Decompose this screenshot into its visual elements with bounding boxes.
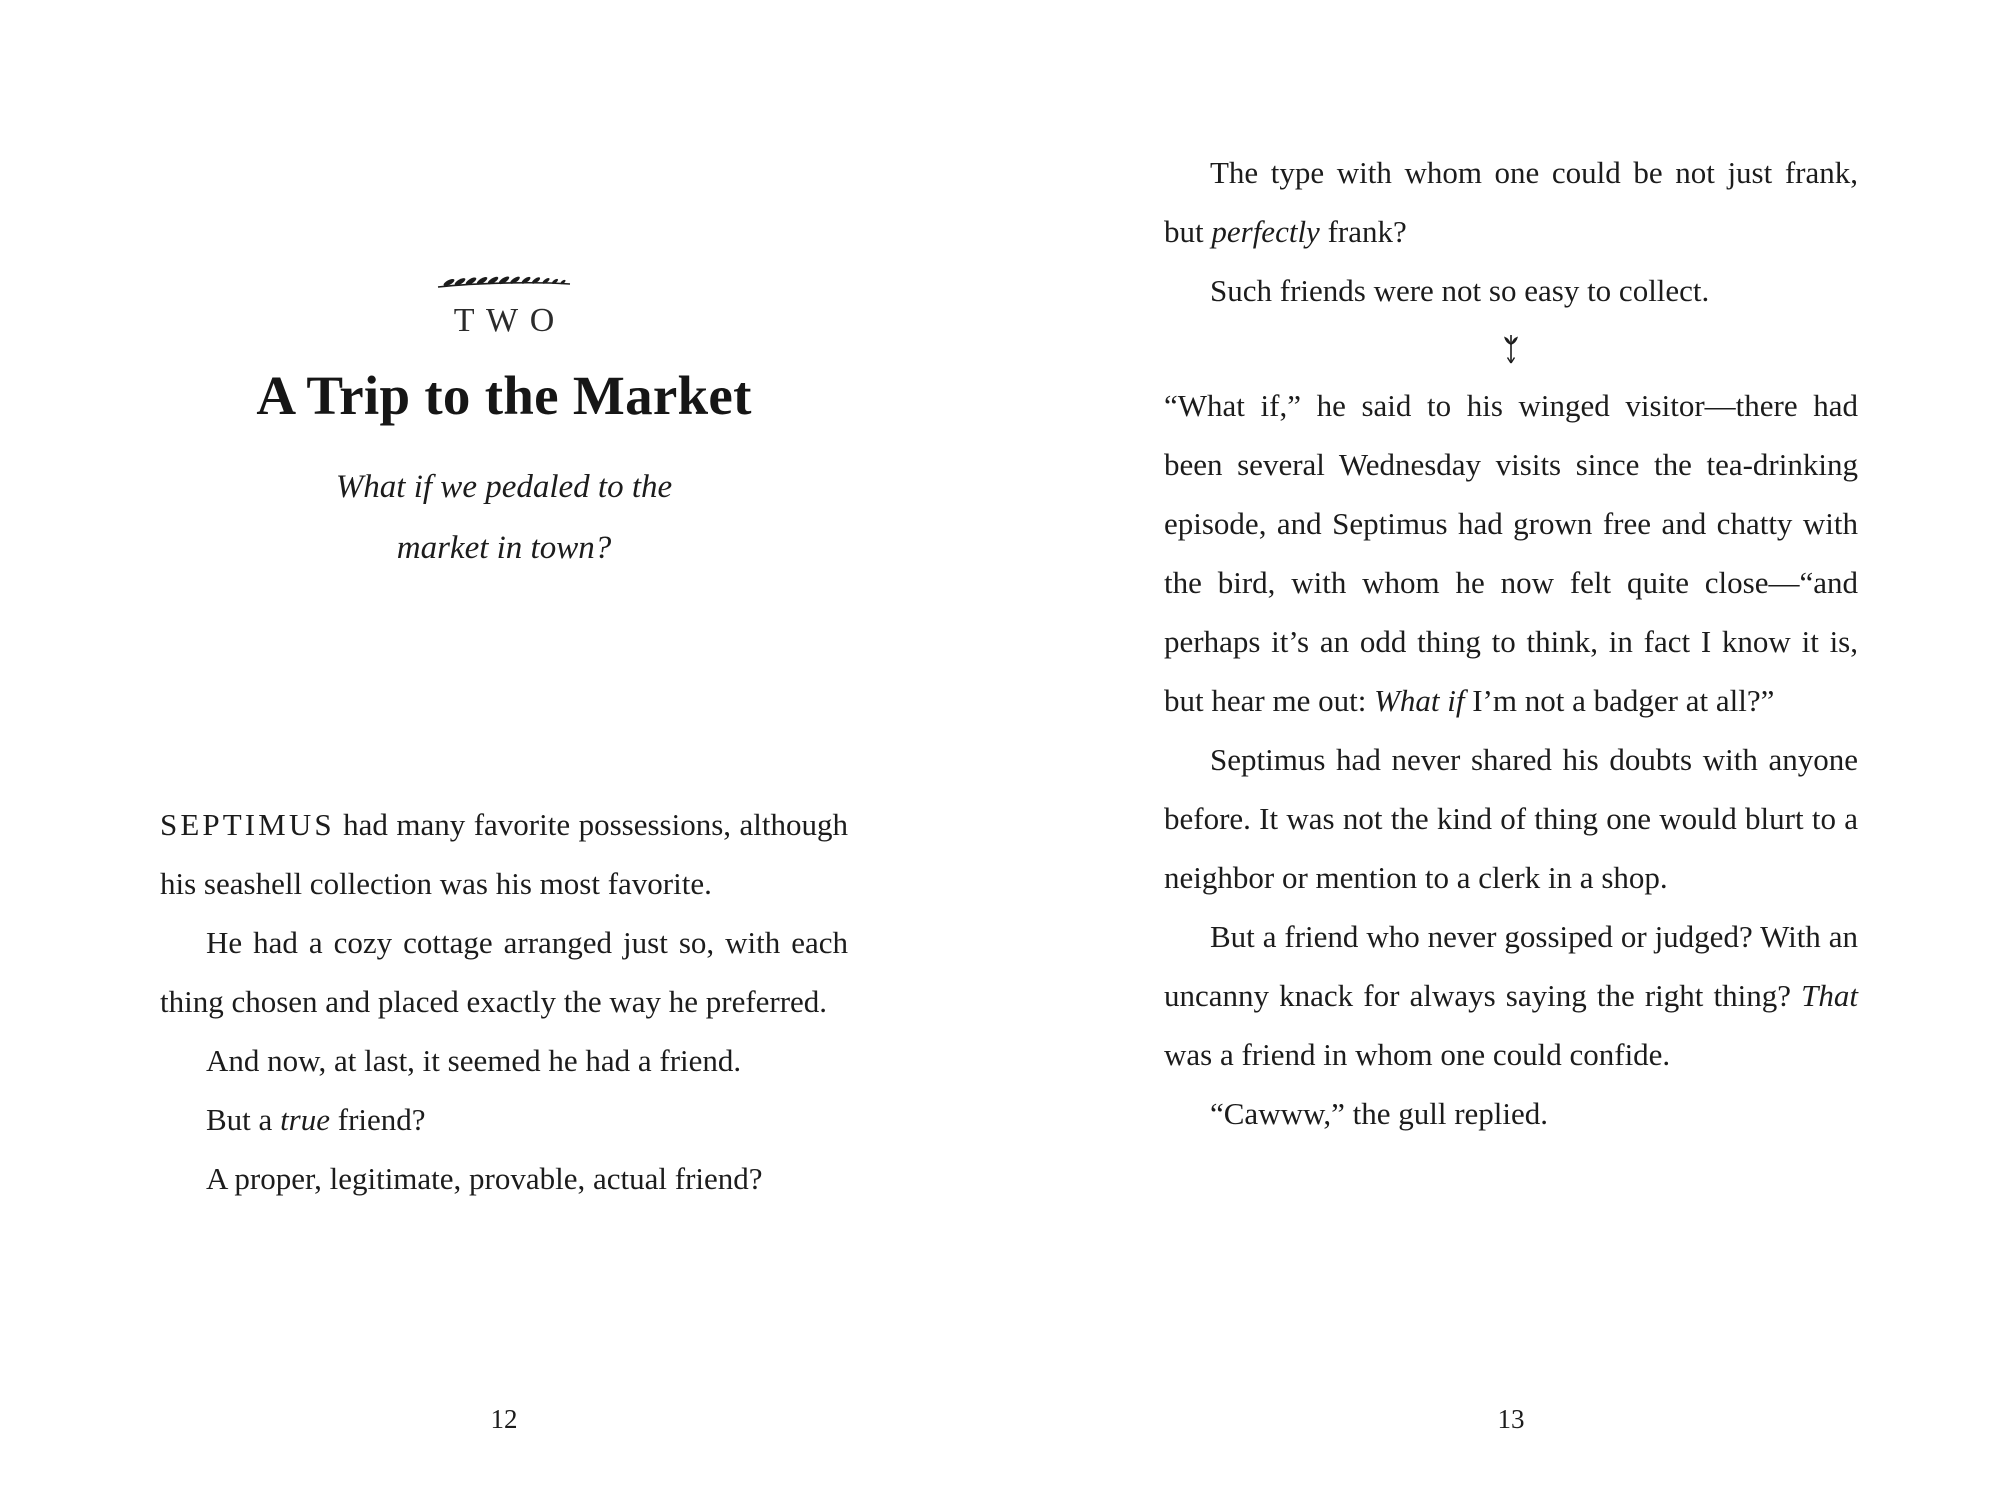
text-run-italic: true bbox=[280, 1102, 330, 1137]
text-run: But a friend who never gossiped or judged? With an uncanny knack for always saying the right thing? bbox=[1164, 919, 1858, 1013]
paragraph bbox=[1164, 376, 1858, 730]
paragraph bbox=[1164, 143, 1858, 261]
paragraph bbox=[160, 913, 848, 1031]
sprig-ornament-icon bbox=[1164, 332, 1858, 366]
paragraph bbox=[160, 1090, 848, 1149]
paragraph bbox=[160, 1149, 848, 1208]
right-page-body bbox=[1164, 143, 1858, 1143]
text-run: And now, at last, it seemed he had a friend. bbox=[206, 1043, 742, 1078]
text-run: He had a cozy cottage arranged just so, with each thing chosen and placed exactly the way he preferred. bbox=[160, 925, 848, 1019]
text-run: Septimus had never shared his doubts with anyone before. It was not the kind of thing one would blurt to a neighbor or mention to a clerk in a shop. bbox=[1164, 742, 1858, 895]
text-run: But a bbox=[206, 1102, 281, 1137]
paragraph bbox=[160, 795, 848, 913]
page-number-left: 12 bbox=[490, 1404, 518, 1434]
paragraph bbox=[1164, 730, 1858, 907]
text-run-italic: That bbox=[1801, 978, 1858, 1013]
chapter-subtitle bbox=[160, 457, 848, 579]
paragraph bbox=[1164, 261, 1858, 320]
text-run: I’m not a badger at all?” bbox=[1464, 683, 1775, 718]
page-number-right: 13 bbox=[1497, 1404, 1525, 1434]
chapter-title: A Trip to the Market bbox=[256, 365, 752, 426]
paragraph bbox=[1164, 1084, 1858, 1143]
text-run: was a friend in whom one could confide. bbox=[1164, 1037, 1671, 1072]
text-run: had many favorite possessions, although his seashell collection was his most favorite. bbox=[160, 807, 848, 901]
chapter-number: TWO bbox=[453, 302, 566, 339]
text-run: frank? bbox=[1319, 214, 1407, 249]
paragraph bbox=[1164, 907, 1858, 1084]
text-run: “Cawww,” the gull replied. bbox=[1210, 1096, 1549, 1131]
right-page-body-top bbox=[1164, 143, 1858, 320]
text-run-caps: SEPTIMUS bbox=[160, 807, 335, 842]
text-run: A proper, legitimate, provable, actual friend? bbox=[206, 1161, 763, 1196]
chapter-subtitle-line: market in town? bbox=[396, 530, 612, 567]
right-page-body-bottom bbox=[1164, 376, 1858, 1143]
text-run-italic: perfectly bbox=[1211, 214, 1320, 249]
left-page-body bbox=[160, 795, 848, 1208]
branch-ornament-icon bbox=[160, 272, 848, 292]
paragraph bbox=[160, 1031, 848, 1090]
text-run: The type with whom one could be not just frank, but bbox=[1164, 155, 1858, 249]
text-run: friend? bbox=[330, 1102, 426, 1137]
right-page bbox=[1164, 0, 1858, 1500]
left-page bbox=[160, 0, 848, 1500]
text-run-italic: What if bbox=[1374, 683, 1465, 718]
chapter-subtitle-line: What if we pedaled to the bbox=[335, 469, 673, 505]
chapter-heading bbox=[160, 272, 848, 579]
text-run: “What if,” he said to his winged visitor—there had been several Wednesday visits since the tea-drinking episode, and Septimus had grown free and chatty with the bird, with whom he now felt quite close—“and perhaps it’s an odd thing to think, in fact I know it is, but hear me out: bbox=[1164, 388, 1858, 718]
text-run: Such friends were not so easy to collect. bbox=[1210, 273, 1710, 308]
